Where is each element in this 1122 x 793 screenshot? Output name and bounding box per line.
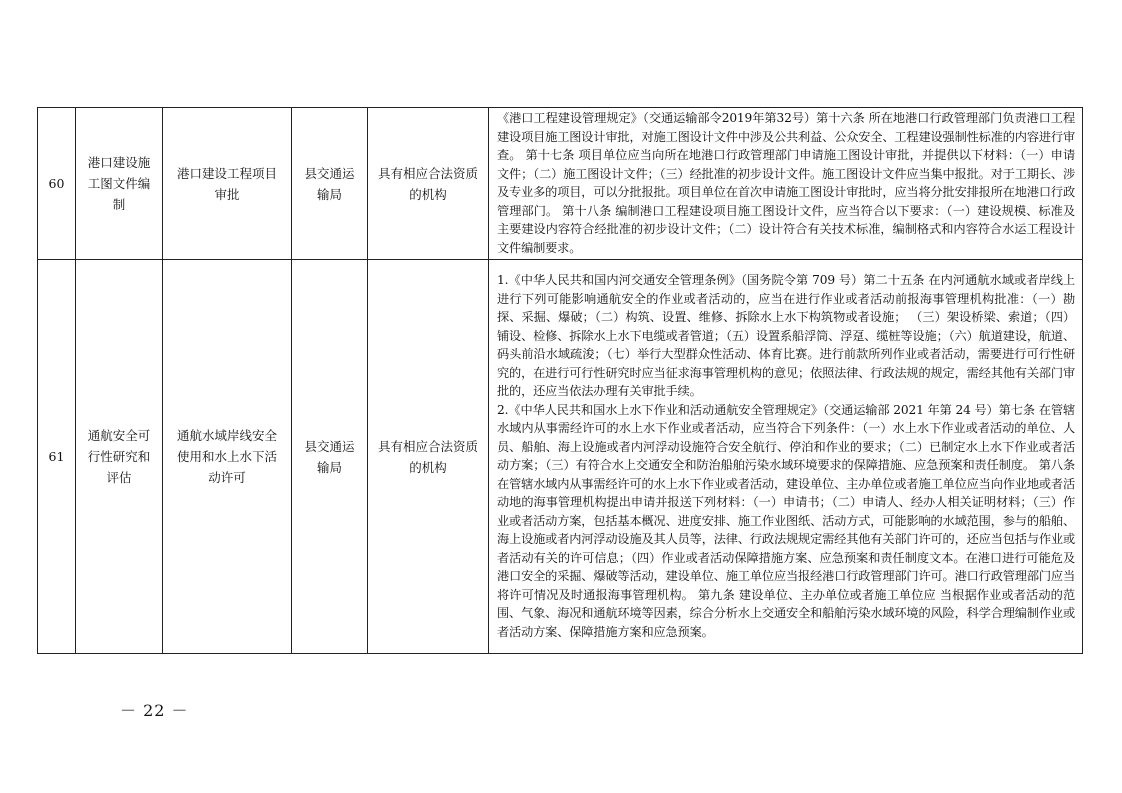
legal-basis bbox=[489, 270, 1082, 643]
legal-basis bbox=[489, 108, 1082, 259]
organization: 具有相应合法资质的机构 bbox=[377, 165, 478, 202]
department: 县交通运输局 bbox=[304, 438, 355, 475]
approval-item: 通航水域岸线安全使用和水上水下活动许可 bbox=[176, 428, 277, 485]
legal-basis-paragraph: 1.《中华人民共和国内河交通安全管理条例》（国务院令第 709 号）第二十五条 在内河通航水域或者岸线上进行下列可能影响通航安全的作业或者活动的，应当在进行作业或者活动前报海事管理机构批准：（一）勘探、采掘、爆破；（二）构筑、设置、维修、拆除水上水下构筑物或者设施； （三）架设桥梁、索道；（四）铺设、检修、拆除水上水下电缆或者管道；（五）设置系船浮筒、浮趸、缆桩等设施；（六）航道建设，航道、码头前沿水域疏浚；（七）举行大型群众性活动、体育比赛。进行前款所列作业或者活动，需要进行可行性研究的，在进行可行性研究时应当征求海事管理机构的意见；依照法律、行政法规的规定，需经其他有关部门审批的，还应当依法办理有关审批手续。 bbox=[497, 273, 1075, 398]
department: 县交通运输局 bbox=[304, 165, 355, 202]
legal-basis-cell bbox=[489, 260, 1083, 654]
approval-item-cell bbox=[163, 260, 292, 654]
legal-basis-paragraph: 2.《中华人民共和国水上水下作业和活动通航安全管理规定》（交通运输部 2021 年第 24 号）第七条 在管辖水域内从事需经许可的水上水下作业或者活动，应当符合下列条件：（一）水上水下作业或者活动的单位、人员、船舶、海上设施或者内河浮动设施符合安全航行、停泊和作业的要求；（二）已制定水上水下作业或者活动方案；（三）有符合水上交通安全和防治船舶污染水域环境要求的保障措施、应急预案和责任制度。 第八条 在管辖水域内从事需经许可的水上水下作业或者活动，建设单位、主办单位或者施工单位应当向作业地或者活动地的海事管理机构提出申请并报送下列材料：（一）申请书；（二）申请人、经办人相关证明材料；（三）作业或者活动方案，包括基本概况、进度安排、施工作业图纸、活动方式，可能影响的水域范围，参与的船舶、海上设施或者内河浮动设施及其人员等，法律、行政法规规定需经其他有关部门许可的，还应当包括与作业或者活动有关的许可信息；（四）作业或者活动保障措施方案、应急预案和责任制度文本。在港口进行可能危及港口安全的采掘、爆破等活动，建设单位、施工单位应当报经港口行政管理部门许可。港口行政管理部门应当将许可情况及时通报海事管理机构。 第九条 建设单位、主办单位或者施工单位应 当根据作业或者活动的范围、气象、海况和通航环境等因素，综合分析水上交通安全和船舶污染水域环境的风险，科学合理编制作业或者活动方案、保障措施方案和应急预案。 bbox=[497, 402, 1075, 639]
approval-table bbox=[37, 107, 1083, 654]
organization: 具有相应合法资质的机构 bbox=[377, 438, 478, 475]
row-number: 60 bbox=[48, 176, 65, 191]
matter-name: 通航安全可行性研究和评估 bbox=[87, 428, 151, 485]
row-number: 61 bbox=[48, 449, 65, 464]
approval-item-cell bbox=[163, 108, 292, 260]
approval-item: 港口建设工程项目审批 bbox=[176, 165, 277, 202]
organization-cell bbox=[368, 108, 489, 260]
matter-cell bbox=[76, 260, 163, 654]
table-row-60 bbox=[38, 108, 1083, 260]
row-number-cell bbox=[38, 108, 76, 260]
row-number-cell bbox=[38, 260, 76, 654]
legal-basis-paragraph: 《港口工程建设管理规定》（交通运输部令2019年第32号）第十六条 所在地港口行政管理部门负责港口工程建设项目施工图设计审批，对施工图设计文件中涉及公共利益、公众安全、工程建设强制性标准的内容进行审查。 第十七条 项目单位应当向所在地港口行政管理部门申请施工图设计审批，并提供以下材料：（一）申请文件；（二）施工图设计文件；（三）经批准的初步设计文件。施工图设计文件应当集中报批。对于工期长、涉及专业多的项目，可以分批报批。项目单位在首次申请施工图设计审批时，应当将分批安排报所在地港口行政管理部门。 第十八条 编制港口工程建设项目施工图设计文件，应当符合以下要求：（一）建设规模、标准及主要建设内容符合经批准的初步设计文件；（二）设计符合有关技术标准，编制格式和内容符合水运工程设计文件编制要求。 bbox=[497, 111, 1075, 255]
page-number: － 22 － bbox=[120, 701, 189, 720]
organization-cell bbox=[368, 260, 489, 654]
department-cell bbox=[292, 108, 368, 260]
legal-basis-cell bbox=[489, 108, 1083, 260]
matter-name: 港口建设施工图文件编制 bbox=[87, 155, 151, 212]
table-row-61 bbox=[38, 260, 1083, 654]
department-cell bbox=[292, 260, 368, 654]
matter-cell bbox=[76, 108, 163, 260]
